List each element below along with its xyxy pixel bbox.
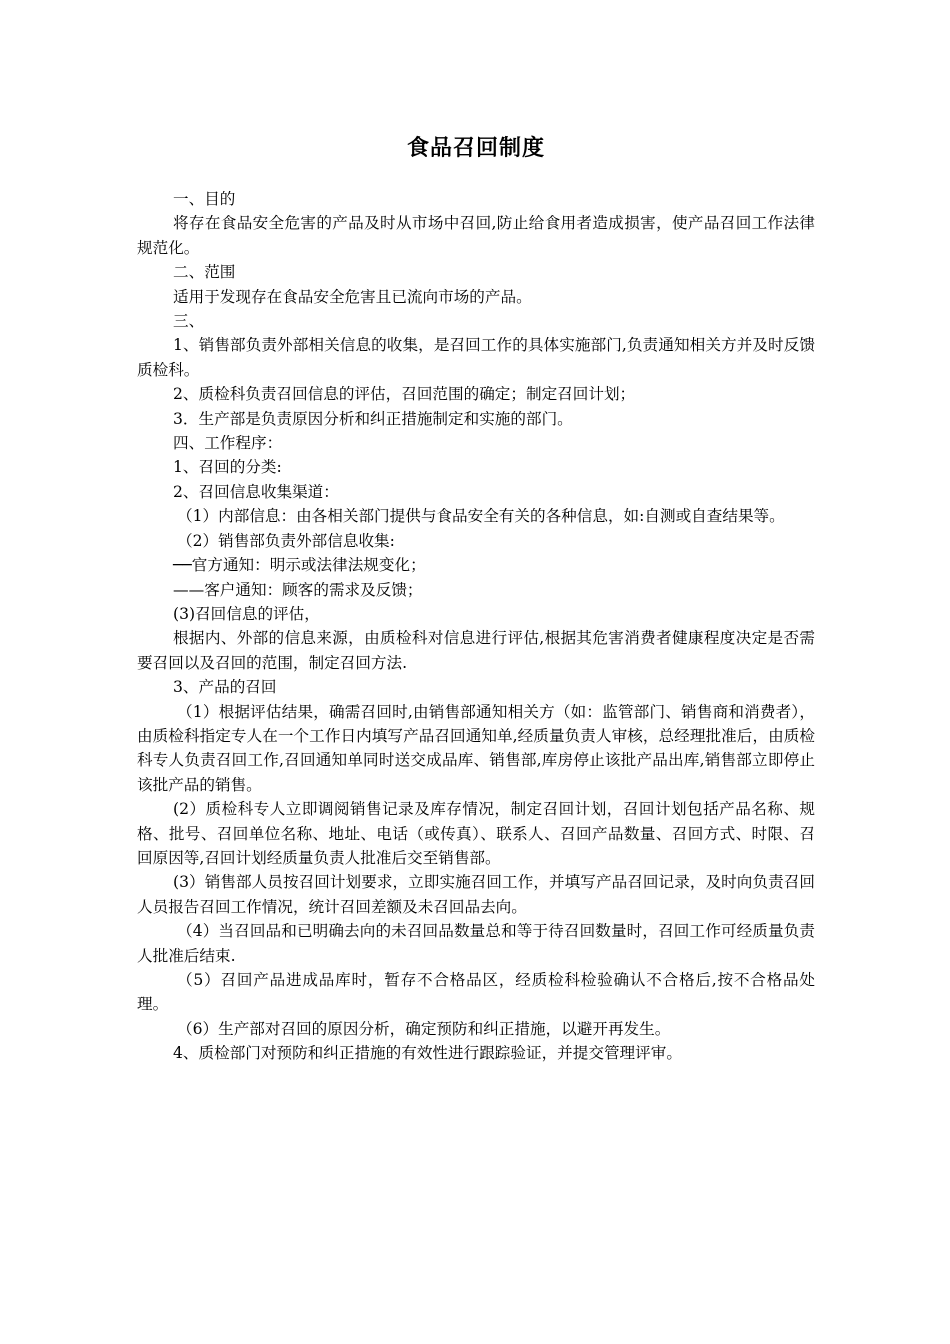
paragraph: （4）当召回品和已明确去向的未召回品数量总和等于待召回数量时，召回工作可经质量负责人批准后结束. — [137, 922, 815, 965]
paragraph: (2）质检科专人立即调阅销售记录及库存情况，制定召回计划，召回计划包括产品名称、规格、批号、召回单位名称、地址、电话（或传真）、联系人、召回产品数量、召回方式、时限、召回原因等,召回计划经质量负责人批准后交至销售部。 — [137, 800, 815, 867]
paragraph: ──官方通知：明示或法律法规变化； — [173, 556, 426, 575]
paragraph: 一、目的 — [173, 190, 236, 208]
paragraph: （6）生产部对召回的原因分析，确定预防和纠正措施，以避开再发生。 — [177, 1019, 671, 1038]
paragraph: 二、范围 — [173, 263, 236, 282]
paragraph: 三、 — [173, 312, 205, 331]
paragraph: （1）根据评估结果，确需召回时,由销售部通知相关方（如：监管部门、销售商和消费者），由质检科指定专人在一个工作日内填写产品召回通知单,经质量负责人审核，总经理批准后，由质检科专人负责召回工作,召回通知单同时送交成品库、销售部,库房停止该批产品出库,销售部立即停止该批产品的销售。 — [137, 702, 815, 794]
paragraph: (3)召回信息的评估， — [173, 604, 320, 623]
document-body — [137, 187, 815, 1066]
paragraph: （2）销售部负责外部信息收集: — [177, 531, 395, 550]
paragraph: 2、质检科负责召回信息的评估，召回范围的确定；制定召回计划； — [173, 385, 636, 404]
paragraph: 四、工作程序： — [173, 434, 283, 453]
paragraph: 3、产品的召回 — [173, 678, 277, 697]
paragraph: （5）召回产品进成品库时，暂存不合格品区，经质检科检验确认不合格后,按不合格品处理。 — [137, 971, 815, 1014]
paragraph: 1、销售部负责外部相关信息的收集，是召回工作的具体实施部门,负责通知相关方并及时反馈质检科。 — [137, 336, 815, 379]
paragraph: 4、质检部门对预防和纠正措施的有效性进行跟踪验证，并提交管理评审。 — [173, 1044, 682, 1063]
document-title: 食品召回制度 — [406, 136, 545, 161]
paragraph: (3）销售部人员按召回计划要求，立即实施召回工作，并填写产品召回记录，及时向负责召回人员报告召回工作情况，统计召回差额及未召回品去向。 — [137, 873, 815, 916]
paragraph: ——客户通知：顾客的需求及反馈； — [173, 580, 423, 599]
paragraph: （1）内部信息：由各相关部门提供与食品安全有关的各种信息，如:自测或自查结果等。 — [177, 507, 785, 526]
paragraph: 3．生产部是负责原因分析和纠正措施制定和实施的部门。 — [173, 409, 573, 428]
paragraph: 将存在食品安全危害的产品及时从市场中召回,防止给食用者造成损害，使产品召回工作法律规范化。 — [137, 214, 815, 257]
paragraph: 适用于发现存在食品安全危害且已流向市场的产品。 — [173, 287, 532, 306]
paragraph: 2、召回信息收集渠道： — [173, 482, 339, 501]
paragraph: 1、召回的分类: — [173, 458, 282, 477]
paragraph: 根据内、外部的信息来源，由质检科对信息进行评估,根据其危害消费者健康程度决定是否需要召回以及召回的范围，制定召回方法. — [137, 629, 815, 672]
